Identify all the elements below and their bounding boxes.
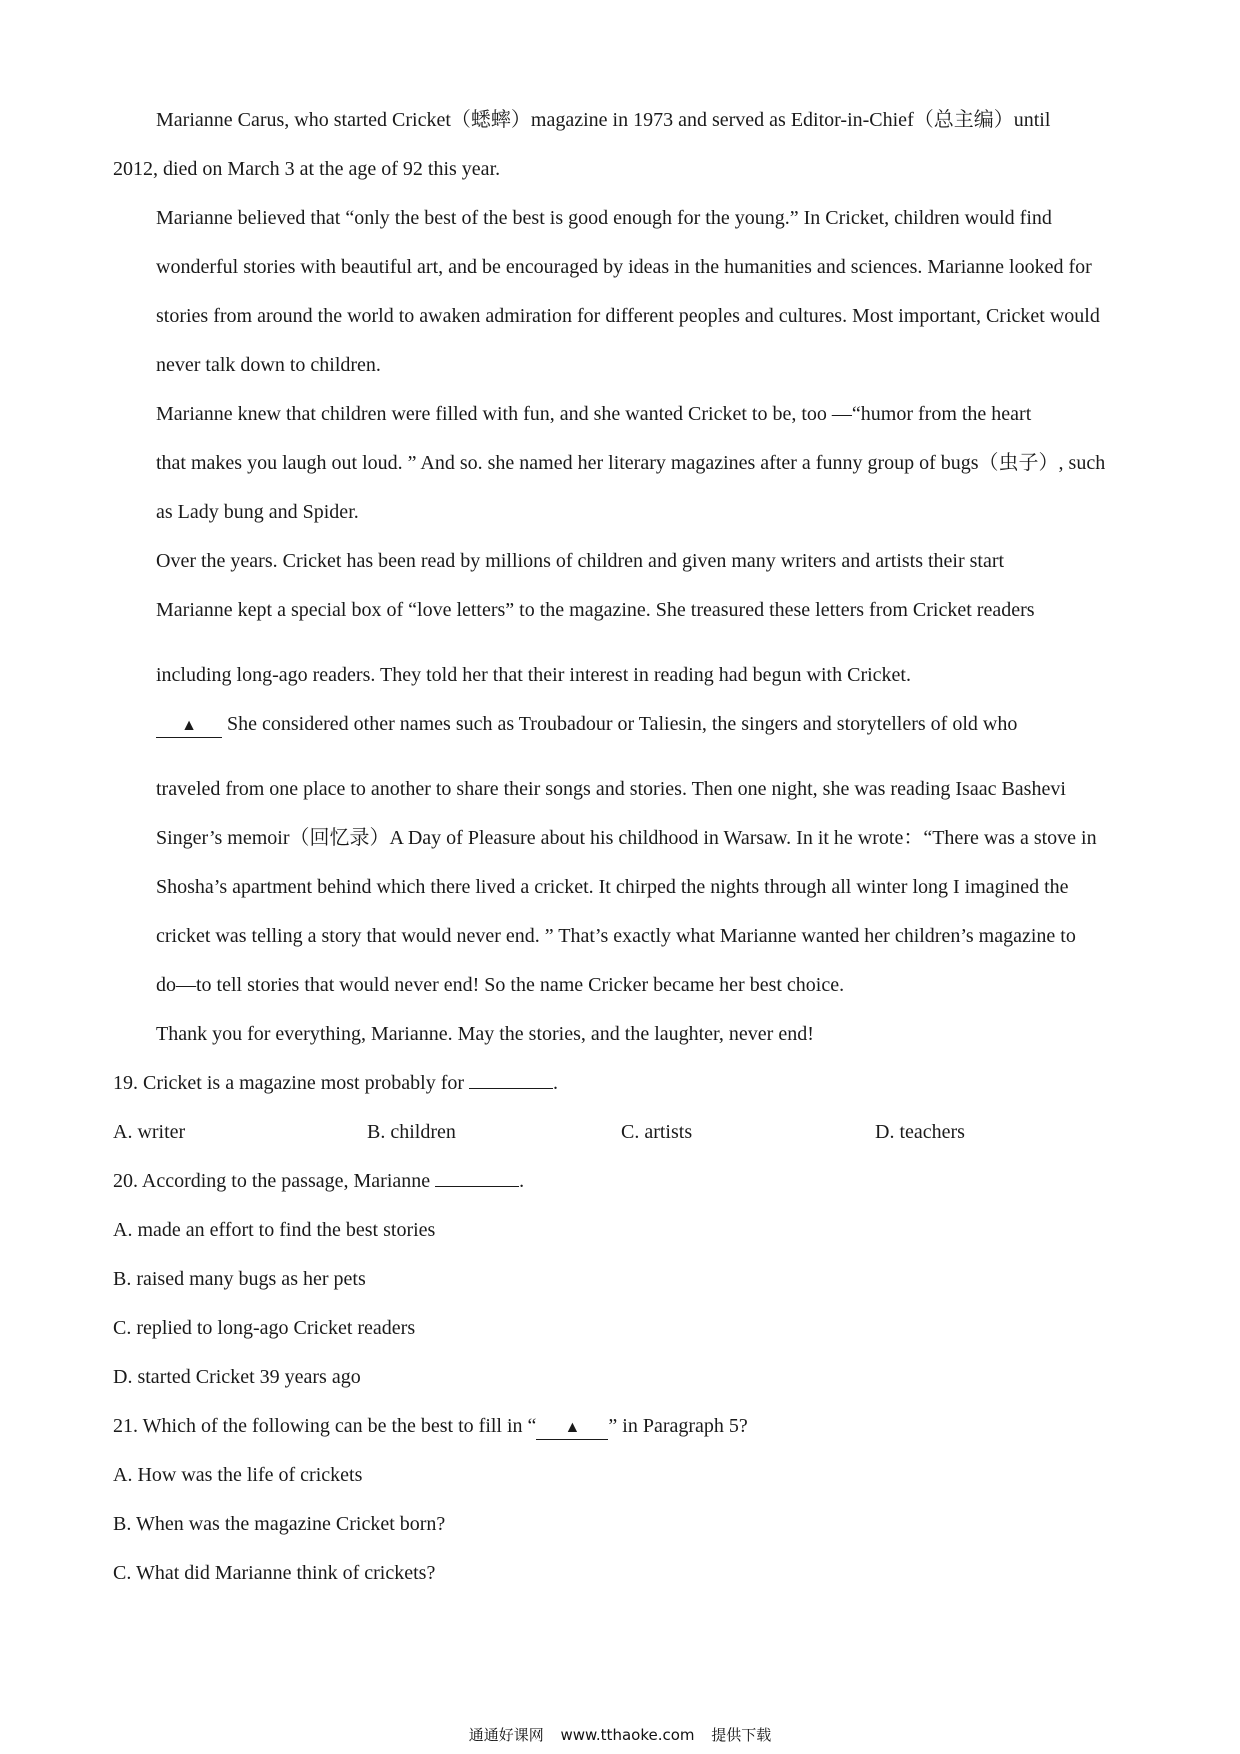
question-text: 19. Cricket is a magazine most probably for <box>113 1072 470 1094</box>
question-text: . <box>553 1072 559 1094</box>
document-page <box>113 96 1130 1598</box>
paragraph-6 <box>113 1010 1130 1059</box>
text-line: 2012, died on March 3 at the age of 92 this year. <box>113 158 501 180</box>
text-line: cricket was telling a story that would never end. ” That’s exactly what Marianne wanted her children’s magazine to <box>156 925 1076 947</box>
text-line: as Lady bung and Spider. <box>156 501 359 523</box>
text-line: traveled from one place to another to share their songs and stories. Then one night, she was reading Isaac Bashevi <box>156 778 1066 800</box>
answer-blank <box>435 1186 519 1187</box>
option-c: C. replied to long-ago Cricket readers <box>113 1317 416 1339</box>
footer-url[interactable]: www.tthaoke.com <box>560 1726 695 1744</box>
option-c: C. artists <box>621 1121 693 1143</box>
text-line: Marianne Carus, who started Cricket（蟋蟀）magazine in 1973 and served as Editor-in-Chief（总主编）until <box>156 109 1051 131</box>
question-text: 20. According to the passage, Marianne <box>113 1170 436 1192</box>
footer-site-name: 通通好课网 <box>468 1726 544 1744</box>
paragraph-2 <box>113 194 1130 390</box>
option-a: A. made an effort to find the best stories <box>113 1219 436 1241</box>
text-line: stories from around the world to awaken admiration for different peoples and cultures. Most important, Cricket would <box>156 305 1100 327</box>
paragraph-1 <box>113 96 1130 194</box>
text-line: Marianne believed that “only the best of the best is good enough for the young.” In Cricket, children would find <box>156 207 1052 229</box>
question-20 <box>113 1157 1130 1402</box>
text-fragment: She considered other names such as Troubadour or Taliesin, the singers and storytellers of old who <box>222 713 1018 735</box>
option-c: C. What did Marianne think of crickets? <box>113 1562 436 1584</box>
question-stem <box>113 1059 1130 1108</box>
options-row <box>113 1108 1130 1157</box>
footer-suffix: 提供下载 <box>711 1726 772 1744</box>
question-text: 21. Which of the following can be the best to fill in “ <box>113 1415 537 1437</box>
option-b: B. children <box>367 1121 456 1143</box>
option-d: D. started Cricket 39 years ago <box>113 1366 361 1388</box>
text-line <box>113 700 1130 749</box>
text-line: Over the years. Cricket has been read by millions of children and given many writers and artists their start <box>156 550 1005 572</box>
question-text: ” in Paragraph 5? <box>608 1415 748 1437</box>
text-line: do—to tell stories that would never end! So the name Cricker became her best choice. <box>156 974 845 996</box>
text-line: never talk down to children. <box>156 354 381 376</box>
question-stem <box>113 1157 1130 1206</box>
text-line: Shosha’s apartment behind which there lived a cricket. It chirped the nights through all winter long I imagined the <box>156 876 1069 898</box>
question-21 <box>113 1402 1130 1598</box>
option-b: B. raised many bugs as her pets <box>113 1268 366 1290</box>
page-footer <box>0 1724 1240 1745</box>
question-stem <box>113 1402 1130 1451</box>
answer-blank: ▲ <box>156 715 222 738</box>
paragraph-5 <box>113 700 1130 1010</box>
option-a: A. How was the life of crickets <box>113 1464 363 1486</box>
option-d: D. teachers <box>875 1121 965 1143</box>
option-b: B. When was the magazine Cricket born? <box>113 1513 446 1535</box>
text-line: wonderful stories with beautiful art, and be encouraged by ideas in the humanities and sciences. Marianne looked for <box>156 256 1092 278</box>
question-text: . <box>519 1170 525 1192</box>
paragraph-4 <box>113 537 1130 700</box>
text-line: Marianne kept a special box of “love letters” to the magazine. She treasured these letters from Cricket readers <box>156 599 1035 621</box>
question-19 <box>113 1059 1130 1157</box>
paragraph-3 <box>113 390 1130 537</box>
option-a: A. writer <box>113 1121 186 1143</box>
answer-blank: ▲ <box>536 1417 608 1440</box>
text-line: that makes you laugh out loud. ” And so. she named her literary magazines after a funny group of bugs（虫子）, such <box>156 452 1106 474</box>
text-line: Singer’s memoir（回忆录）A Day of Pleasure about his childhood in Warsaw. In it he wrote：“There was a stove in <box>156 827 1097 849</box>
text-line: Thank you for everything, Marianne. May the stories, and the laughter, never end! <box>156 1023 814 1045</box>
answer-blank <box>469 1088 553 1089</box>
text-line: including long-ago readers. They told her that their interest in reading had begun with Cricket. <box>156 664 911 686</box>
text-line: Marianne knew that children were filled with fun, and she wanted Cricket to be, too —“humor from the heart <box>156 403 1032 425</box>
